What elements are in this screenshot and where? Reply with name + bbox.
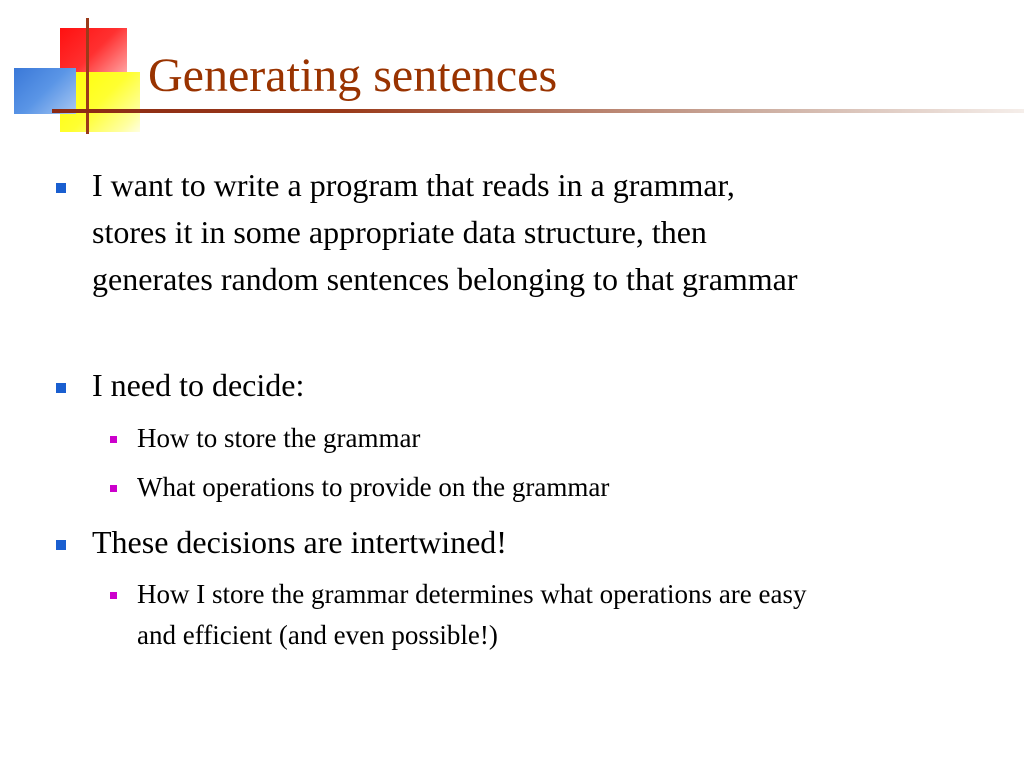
bullet-2-text: I need to decide: (92, 367, 305, 403)
sub-bullet-square-icon (110, 592, 117, 599)
slide-title: Generating sentences (148, 49, 558, 102)
logo-vertical-rule (86, 18, 89, 134)
bullet-square-icon (56, 183, 66, 193)
bullet-3-sub-line-2: and efficient (and even possible!) (137, 620, 498, 650)
bullet-3-sub-line-1: How I store the grammar determines what operations are easy (137, 579, 807, 609)
title-underline-rule (52, 109, 1024, 113)
bullet-2-sub-1: How to store the grammar (137, 423, 421, 453)
sub-bullet-square-icon (110, 485, 117, 492)
bullet-1-line-1: I want to write a program that reads in a grammar, (92, 167, 735, 203)
bullet-2-sub-2: What operations to provide on the grammar (137, 472, 610, 502)
bullet-1-line-3: generates random sentences belonging to that grammar (92, 261, 798, 297)
bullet-square-icon (56, 383, 66, 393)
logo-blue-square (14, 68, 76, 114)
bullet-square-icon (56, 540, 66, 550)
sub-bullet-square-icon (110, 436, 117, 443)
bullet-3-text: These decisions are intertwined! (92, 524, 507, 560)
bullet-1-line-2: stores it in some appropriate data structure, then (92, 214, 707, 250)
